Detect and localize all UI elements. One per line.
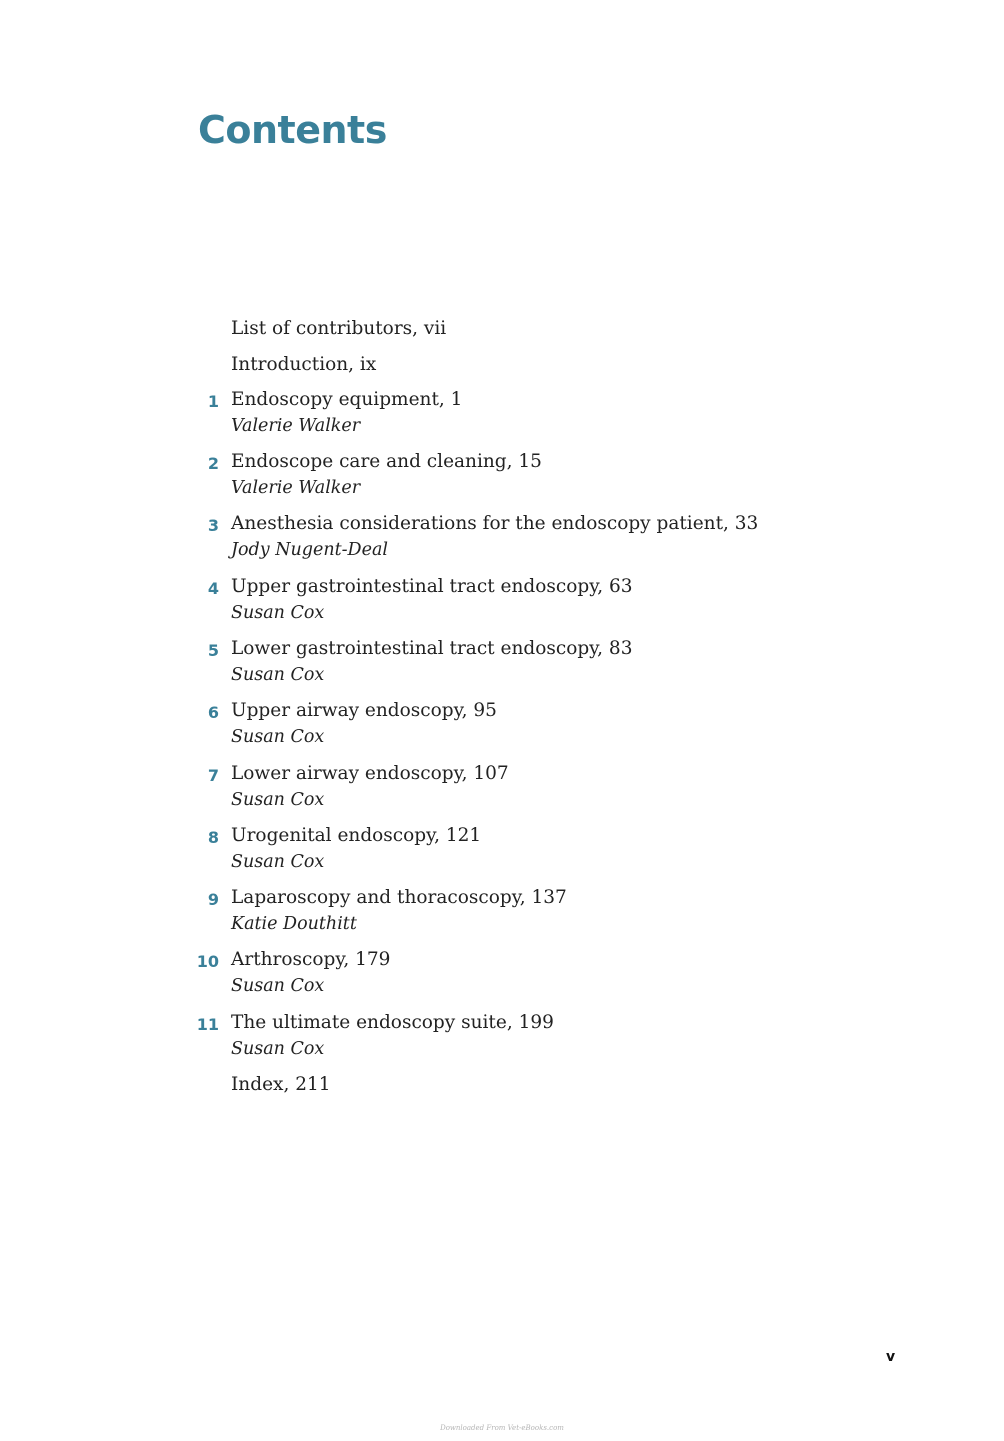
footer-watermark: Downloaded From Vet-eBooks.com [440, 1424, 564, 1432]
chapter-number: 11 [196, 1015, 219, 1034]
chapter-author: Susan Cox [231, 727, 325, 747]
chapter-author: Valerie Walker [231, 478, 361, 498]
chapter-number: 8 [207, 828, 219, 847]
chapter-number: 2 [207, 454, 219, 473]
chapter-author: Susan Cox [231, 976, 325, 996]
chapter-number: 4 [207, 579, 219, 598]
entry-title: List of contributors, vii [231, 318, 447, 339]
chapter-number: 6 [207, 703, 219, 722]
chapter-title: Lower gastrointestinal tract endoscopy, 83 [231, 638, 633, 659]
chapter-title: Endoscopy equipment, 1 [231, 389, 463, 410]
chapter-title: Arthroscopy, 179 [231, 949, 391, 970]
chapter-author: Katie Douthitt [231, 914, 357, 934]
chapter-author: Susan Cox [231, 790, 325, 810]
chapter-title: Upper gastrointestinal tract endoscopy, 63 [231, 576, 633, 597]
chapter-author: Susan Cox [231, 603, 325, 623]
chapter-author: Valerie Walker [231, 416, 361, 436]
chapter-title: Laparoscopy and thoracoscopy, 137 [231, 887, 567, 908]
chapter-title: Anesthesia considerations for the endoscopy patient, 33 [231, 513, 759, 534]
chapter-number: 10 [196, 952, 219, 971]
chapter-author: Susan Cox [231, 1039, 325, 1059]
chapter-author: Susan Cox [231, 665, 325, 685]
chapter-author: Jody Nugent-Deal [231, 540, 388, 560]
chapter-title: Urogenital endoscopy, 121 [231, 825, 482, 846]
chapter-number: 3 [207, 516, 219, 535]
page-number: v [886, 1349, 896, 1365]
chapter-number: 7 [207, 766, 219, 785]
chapter-number: 5 [207, 641, 219, 660]
page-title: Contents [198, 108, 387, 152]
chapter-title: Endoscope care and cleaning, 15 [231, 451, 542, 472]
chapter-title: The ultimate endoscopy suite, 199 [231, 1012, 554, 1033]
chapter-title: Upper airway endoscopy, 95 [231, 700, 497, 721]
chapter-number: 1 [207, 392, 219, 411]
chapter-title: Lower airway endoscopy, 107 [231, 763, 509, 784]
entry-title: Introduction, ix [231, 354, 377, 375]
entry-title: Index, 211 [231, 1074, 331, 1095]
chapter-author: Susan Cox [231, 852, 325, 872]
chapter-number: 9 [207, 890, 219, 909]
